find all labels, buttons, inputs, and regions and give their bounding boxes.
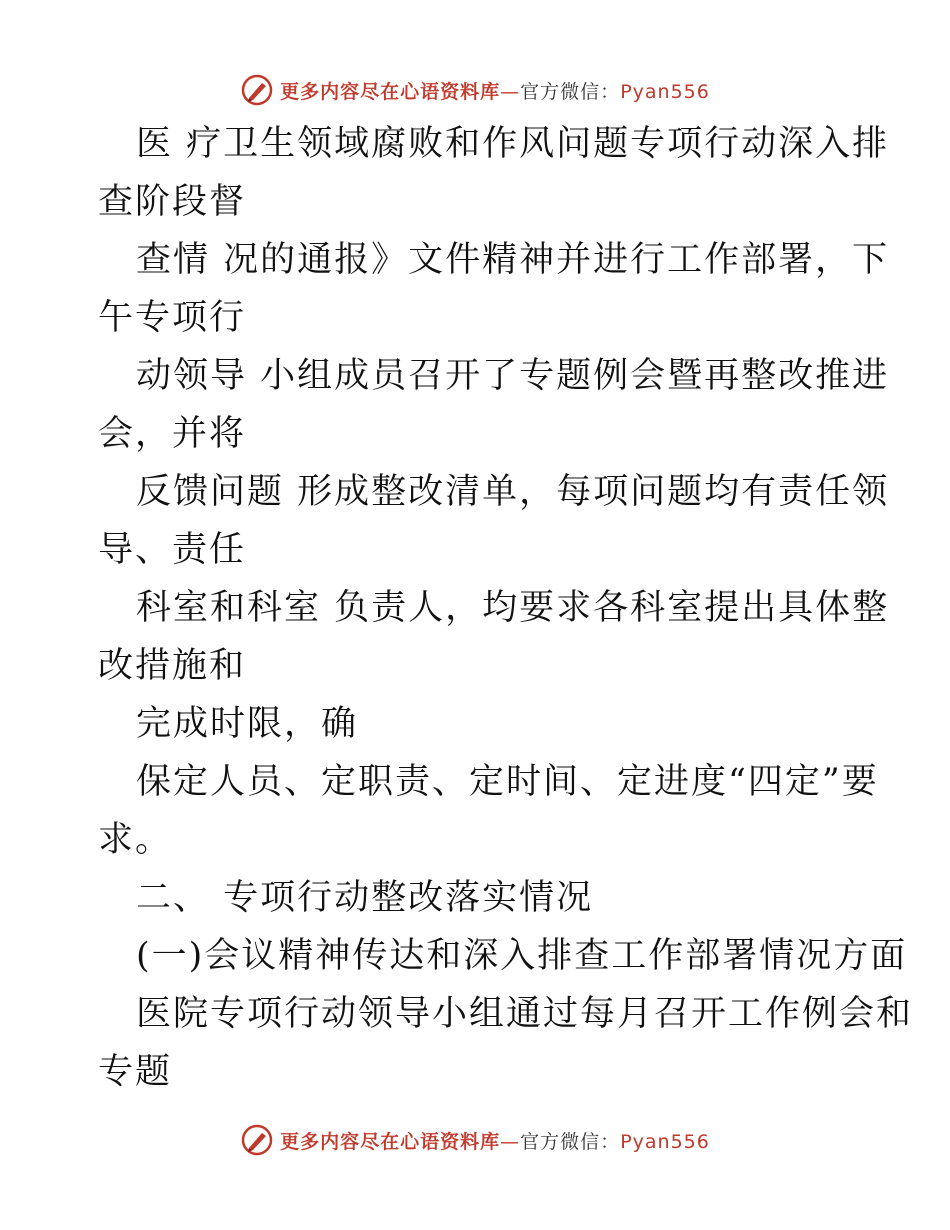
subsection-heading: (一)会议精神传达和深入排查工作部署情况方面 — [136, 936, 908, 976]
banner-label: 官方微信： — [520, 80, 621, 103]
pen-logo-icon — [240, 73, 274, 107]
text-line: 导、责任 — [98, 530, 247, 570]
text-line: 专题 — [98, 1052, 173, 1092]
text-line: 保定人员、定职责、定时间、定进度“四定”要 — [136, 762, 879, 802]
document-body — [98, 115, 914, 1101]
text-line: 会，并将 — [98, 414, 247, 454]
banner-wechat-id: Pyan556 — [620, 1130, 710, 1153]
text-line: 反馈问题 形成整改清单，每项问题均有责任领 — [136, 472, 890, 512]
text-line: 查情 况的通报》文件精神并进行工作部署，下 — [136, 240, 890, 280]
text-line: 改措施和 — [98, 646, 247, 686]
footer-banner — [0, 1120, 950, 1160]
text-line: 午专项行 — [98, 298, 247, 338]
section-heading: 二、 专项行动整改落实情况 — [136, 878, 594, 918]
pen-logo-icon — [240, 1123, 274, 1157]
banner-text — [280, 77, 710, 104]
text-line: 动领导 小组成员召开了专题例会暨再整改推进 — [136, 356, 890, 396]
text-line: 求。 — [98, 820, 173, 860]
banner-separator: — — [500, 1130, 521, 1153]
header-banner — [0, 70, 950, 110]
banner-separator: — — [500, 80, 521, 103]
banner-label: 官方微信： — [520, 1130, 621, 1153]
text-line: 医院专项行动领导小组通过每月召开工作例会和 — [136, 994, 914, 1034]
text-line: 查阶段督 — [98, 182, 247, 222]
banner-main-text: 更多内容尽在心语资料库 — [280, 1130, 501, 1153]
text-line: 完成时限，确 — [136, 704, 359, 744]
banner-wechat-id: Pyan556 — [620, 80, 710, 103]
text-line: 科室和科室 负责人，均要求各科室提出具体整 — [136, 588, 890, 628]
banner-text — [280, 1127, 710, 1154]
banner-main-text: 更多内容尽在心语资料库 — [280, 80, 501, 103]
text-line: 医 疗卫生领域腐败和作风问题专项行动深入排 — [136, 124, 890, 164]
